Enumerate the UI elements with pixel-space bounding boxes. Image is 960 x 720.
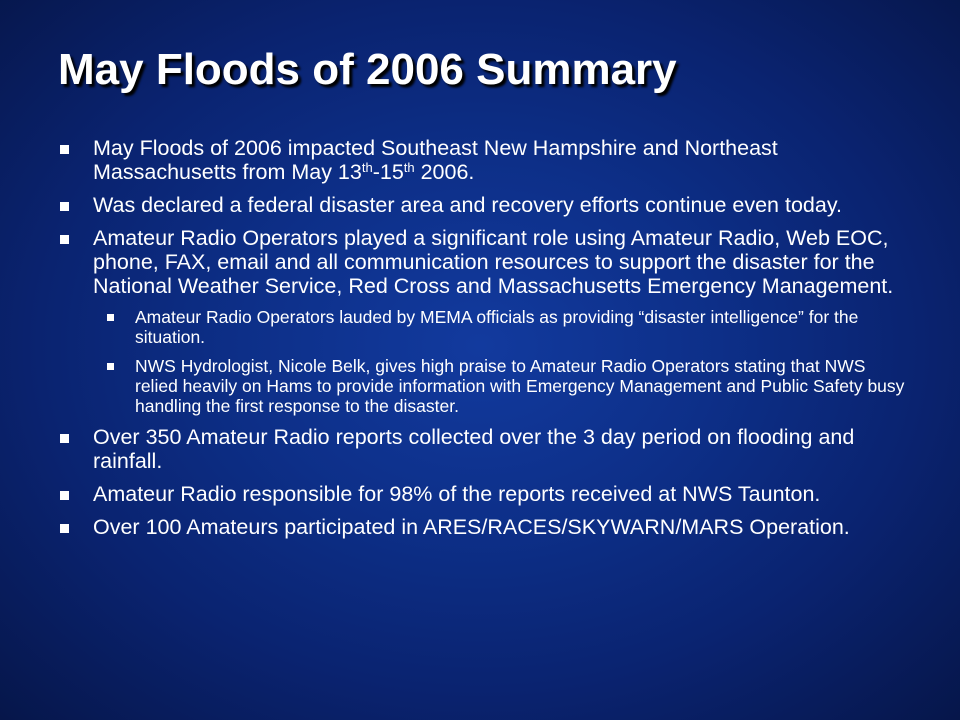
bullet-list	[60, 136, 910, 548]
square-bullet-icon	[60, 491, 69, 500]
superscript-th: th	[403, 160, 415, 175]
sub-bullet-list	[93, 307, 910, 416]
sub-bullet-text: NWS Hydrologist, Nicole Belk, gives high praise to Amateur Radio Operators stating that NWS relied heavily on Hams to provide information with Emergency Management and Public Safety busy handling the first response to the disaster.	[135, 356, 905, 416]
slide-title: May Floods of 2006 Summary	[58, 45, 677, 94]
bullet-text: Over 100 Amateurs participated in ARES/RACES/SKYWARN/MARS Operation.	[93, 515, 850, 539]
square-bullet-icon	[107, 314, 114, 321]
sub-bullet-item	[107, 307, 910, 347]
square-bullet-icon	[60, 434, 69, 443]
bullet-text: Amateur Radio responsible for 98% of the reports received at NWS Taunton.	[93, 482, 821, 506]
square-bullet-icon	[60, 202, 69, 211]
bullet-item	[60, 226, 910, 416]
bullet-item	[60, 193, 910, 217]
bullet-item	[60, 515, 910, 539]
bullet-text: Amateur Radio Operators played a significant role using Amateur Radio, Web EOC, phone, FAX, email and all communication resources to support the disaster for the National Weather Service, Red Cross and Massachusetts Emergency Management.	[93, 226, 894, 298]
bullet-text: Over 350 Amateur Radio reports collected over the 3 day period on flooding and rainfall.	[93, 425, 855, 473]
bullet-item	[60, 482, 910, 506]
superscript-th: th	[361, 160, 373, 175]
bullet-text: Was declared a federal disaster area and recovery efforts continue even today.	[93, 193, 842, 217]
square-bullet-icon	[60, 145, 69, 154]
square-bullet-icon	[107, 363, 114, 370]
bullet-text: May Floods of 2006 impacted Southeast New Hampshire and Northeast Massachusetts from May 13th-15th 2006.	[93, 136, 778, 184]
square-bullet-icon	[60, 524, 69, 533]
bullet-item	[60, 425, 910, 473]
square-bullet-icon	[60, 235, 69, 244]
sub-bullet-item	[107, 356, 910, 416]
bullet-item	[60, 136, 910, 184]
sub-bullet-text: Amateur Radio Operators lauded by MEMA officials as providing “disaster intelligence” for the situation.	[135, 307, 859, 347]
